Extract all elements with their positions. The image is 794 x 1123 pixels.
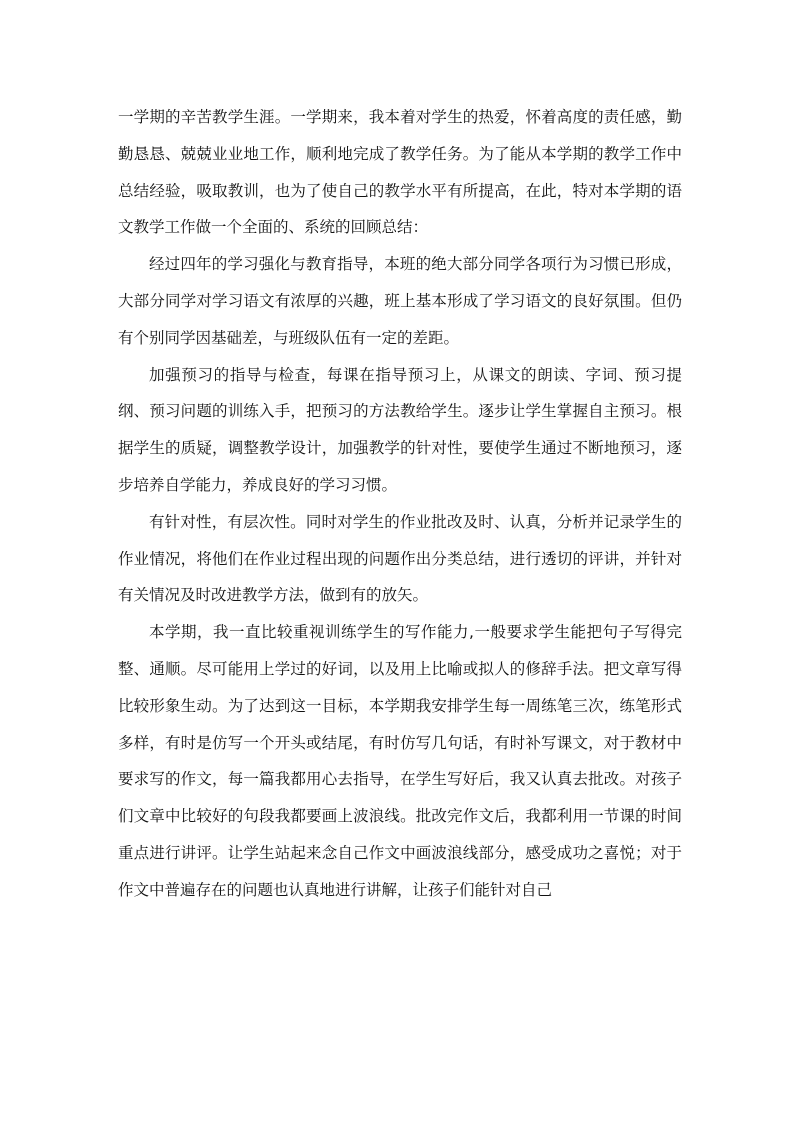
paragraph-preview-guidance: 加强预习的指导与检查，每课在指导预习上，从课文的朗读、字词、预习提纲、预习问题的训练入手，把预习的方法教给学生。逐步让学生掌握自主预习。根据学生的质疑，调整教学设计，加强教学的针对性，要使学生通过不断地预习，逐步培养自学能力，养成良好的学习习惯。 [118, 365, 682, 494]
paragraph-class-situation: 经过四年的学习强化与教育指导，本班的绝大部分同学各项行为习惯已形成，大部分同学对学习语文有浓厚的兴趣，班上基本形成了学习语文的良好氛围。但仍有个别同学因基础差，与班级队伍有一定的差距。 [118, 255, 682, 347]
paragraph-continued: 一学期的辛苦教学生涯。一学期来，我本着对学生的热爱，怀着高度的责任感，勤勤恳恳、兢兢业业地工作，顺利地完成了教学任务。为了能从本学期的教学工作中总结经验，吸取教训，也为了使自己的教学水平有所提高，在此，特对本学期的语文教学工作做一个全面的、系统的回顾总结： [118, 108, 682, 237]
paragraph-homework-correction: 有针对性，有层次性。同时对学生的作业批改及时、认真，分析并记录学生的作业情况，将他们在作业过程出现的问题作出分类总结，进行透切的评讲，并针对有关情况及时改进教学方法，做到有的放矢。 [118, 512, 682, 605]
paragraph-writing-training: 本学期，我一直比较重视训练学生的写作能力,一般要求学生能把句子写得完整、通顺。尽可能用上学过的好词，以及用上比喻或拟人的修辞手法。把文章写得比较形象生动。为了达到这一目标，本学期我安排学生每一周练笔三次，练笔形式多样，有时是仿写一个开头或结尾，有时仿写几句话，有时补写课文，对于教材中要求写的作文，每一篇我都用心去指导，在学生写好后，我又认真去批改。对孩子们文章中比较好的句段我都要画上波浪线。批改完作文后，我都利用一节课的时间重点进行讲评。让学生站起来念自己作文中画波浪线部分，感受成功之喜悦；对于作文中普遍存在的问题也认真地进行讲解，让孩子们能针对自己 [118, 623, 682, 899]
document-body [118, 99, 682, 909]
